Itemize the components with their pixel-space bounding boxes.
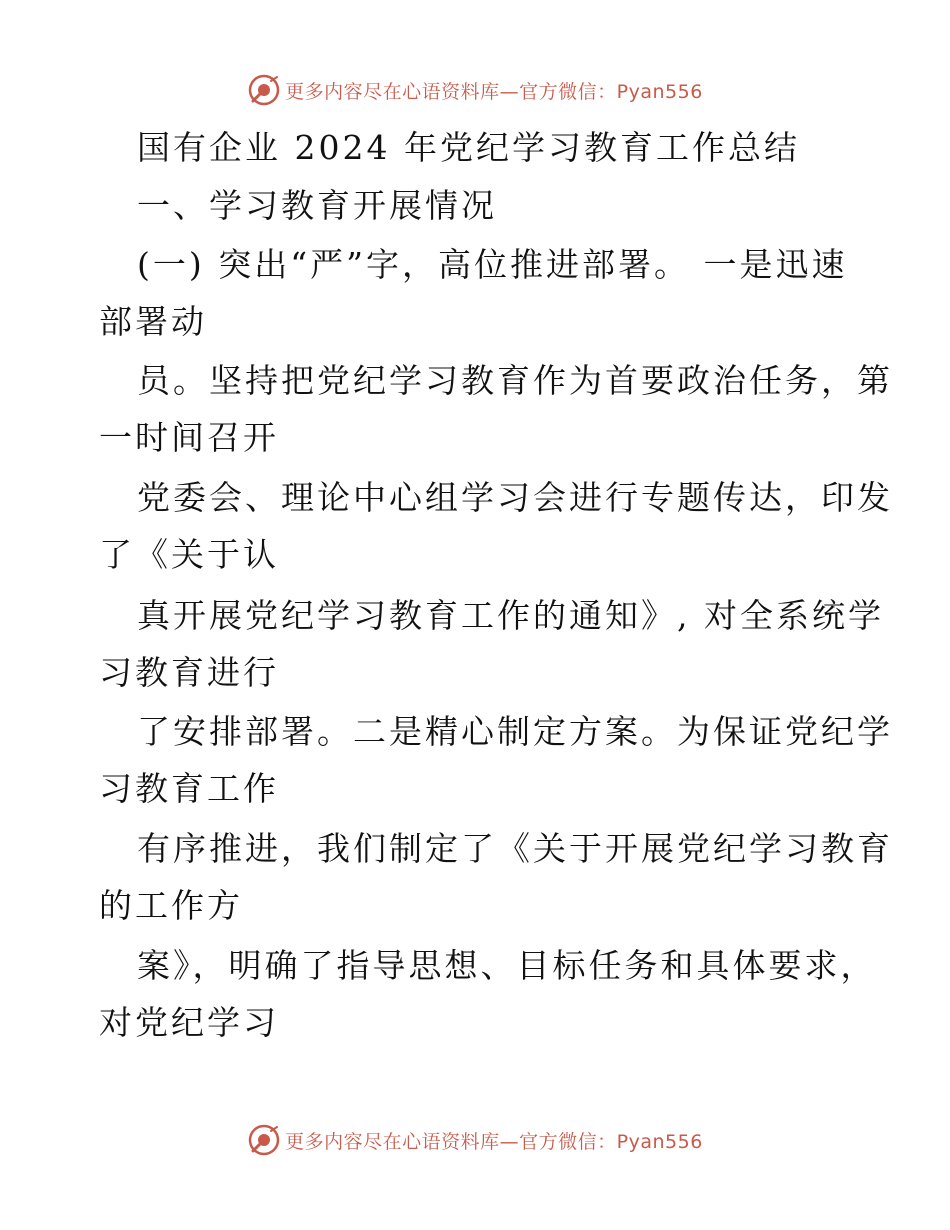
paragraph-line: 习教育进行: [99, 653, 279, 692]
paragraph-line: 有序推进，我们制定了《关于开展党纪学习教育: [137, 829, 893, 868]
section-heading: 一、学习教育开展情况: [137, 186, 497, 225]
paragraph-line: 了安排部署。二是精心制定方案。为保证党纪学: [137, 712, 893, 751]
seal-logo-icon: [247, 73, 281, 107]
watermark-text: 更多内容尽在心语资料库—官方微信：Pyan556: [285, 1130, 703, 1153]
footer-watermark: [0, 1120, 950, 1160]
paragraph-line: 部署动: [99, 302, 207, 341]
paragraph-line: 对党纪学习: [99, 1003, 279, 1042]
paragraph-line: 真开展党纪学习教育工作的通知》, 对全系统学: [137, 596, 884, 635]
paragraph-line: (一) 突出“严”字，高位推进部署。 一是迅速: [137, 245, 848, 284]
paragraph-line: 的工作方: [99, 886, 243, 925]
document-title: 国有企业 2024 年党纪学习教育工作总结: [137, 128, 800, 167]
paragraph-line: 习教育工作: [99, 769, 279, 808]
paragraph-line: 党委会、理论中心组学习会进行专题传达，印发: [137, 478, 893, 517]
paragraph-line: 员。坚持把党纪学习教育作为首要政治任务，第: [137, 361, 893, 400]
paragraph-line: 案》，明确了指导思想、目标任务和具体要求，: [137, 946, 877, 985]
watermark-text: 更多内容尽在心语资料库—官方微信：Pyan556: [285, 80, 703, 103]
paragraph-line: 了《关于认: [99, 535, 279, 574]
seal-logo-icon: [247, 1123, 281, 1157]
paragraph-line: 一时间召开: [99, 418, 279, 457]
header-watermark: [0, 70, 950, 110]
